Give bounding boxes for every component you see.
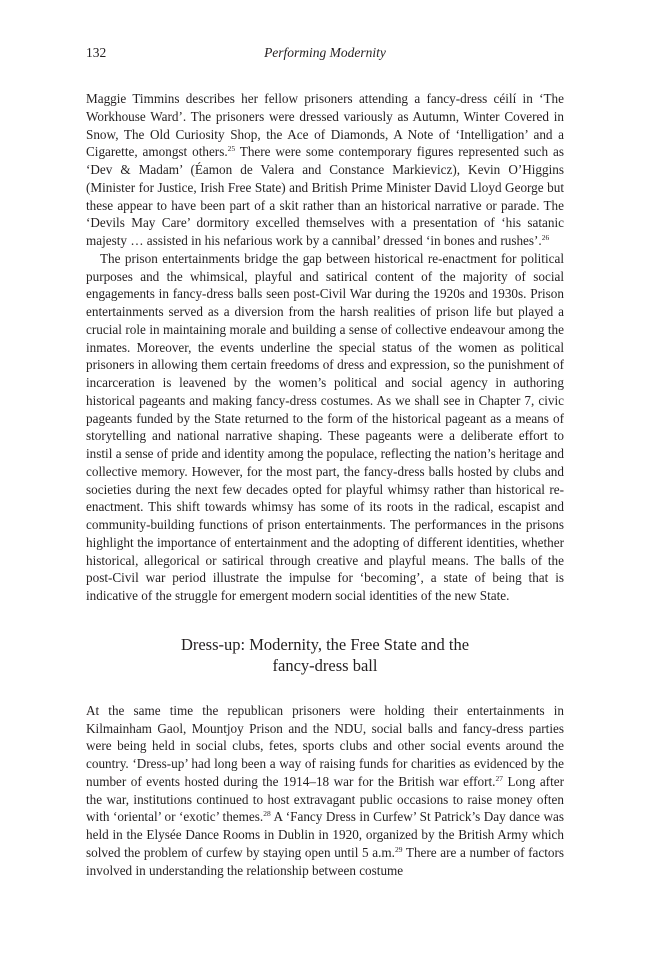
section-heading-line-1: Dress-up: Modernity, the Free State and the bbox=[180, 634, 470, 654]
footnote-ref-26[interactable]: 26 bbox=[541, 233, 550, 242]
paragraph-text: A ‘Fancy Dress in Curfew’ St Patrick’s Day dance was held in the Elysée Dance Rooms in Dublin in 1920, organized by the British Army which solved the problem of curfew by staying open until 5 a.m. bbox=[86, 809, 564, 860]
section-heading bbox=[86, 634, 564, 676]
running-head bbox=[86, 45, 564, 65]
paragraph-2: The prison entertainments bridge the gap between historical re-enactment for political purposes and the whimsical, playful and satirical content of the majority of social engagements in fancy-dress balls seen post-Civil War during the 1920s and 1930s. Prison entertainments served as a diversion from the harsh realities of prison life but played a crucial role in maintaining morale and building a sense of collective endeavour among the inmates. Moreover, the events underline the special status of the women as political prisoners in allowing them certain freedoms of dress and expression, so the punishment of incarceration is leavened by the women’s political and social agency in authoring historical pageants and making fancy-dress costumes. As we shall see in Chapter 7, civic pageants funded by the State returned to the form of the historical pageant as a means of storytelling and national narrative shaping. These pageants were a deliberate effort to instil a sense of pride and identity among the populace, reflecting the nation’s heritage and collective memory. However, for the most part, the fancy-dress balls hosted by clubs and societies during the next few decades opted for playful whimsy rather than historical re-enactment. This shift towards whimsy has some of its roots in the radical, escapist and community-building functions of prison entertainments. The performances in the prisons highlight the importance of entertainment and the adopting of different identities, whether historical, allegorical or satirical through creative and playful means. The balls of the post-Civil war period illustrate the impulse for ‘becoming’, a state of being that is indicative of the struggle for emergent modern social identities of the new State. bbox=[86, 250, 564, 603]
paragraph-1 bbox=[86, 90, 564, 250]
footnote-ref-27[interactable]: 27 bbox=[495, 773, 503, 783]
paragraph-text: Maggie Timmins describes her fellow prisoners attending a fancy-dress céilí in ‘The Workhouse Ward’. The prisoners were dressed variously as Autumn, Winter Covered in Snow, The Old Curiosity Shop, the Ace of Diamonds, A Note of ‘Intelligation’ and a Cigarette, amongst others. bbox=[86, 91, 564, 160]
footnote-ref-29[interactable]: 29 bbox=[394, 844, 403, 854]
running-title: Performing Modernity bbox=[264, 45, 386, 60]
paragraph-text: There were some contemporary figures represented such as ‘Dev & Madam’ (Éamon de Valera and Constance Markievicz), Kevin O’Higgins (Minister for Justice, Irish Free State) and British Prime Minister David Lloyd George but these appear to have been part of a skit rather than an historical narrative or parade. The ‘Devils May Care’ dormitory excelled themselves with a presentation of ‘his satanic majesty … assisted in his nefarious work by a cannibal’ dressed ‘in bones and rushes’. bbox=[86, 144, 564, 248]
paragraph-text: Long after the war, institutions continued to host extravagant public occasions to raise money often with ‘oriental’ or ‘exotic’ themes. bbox=[86, 773, 564, 825]
footnote-ref-28[interactable]: 28 bbox=[263, 809, 271, 819]
paragraph-text: There are a number of factors involved in understanding the relationship between costume bbox=[86, 844, 564, 878]
section-heading-line-2: fancy-dress ball bbox=[272, 655, 378, 675]
page-number: 132 bbox=[86, 45, 107, 60]
body-text bbox=[86, 90, 564, 879]
paragraph-text: At the same time the republican prisoners were holding their entertainments in Kilmainham Gaol, Mountjoy Prison and the NDU, social balls and fancy-dress parties were being held in social clubs, fetes, sports clubs and other social events around the country. ‘Dress-up’ had long been a way of raising funds for charities as evidenced by the number of events hosted during the 1914–18 war for the British war effort. bbox=[86, 702, 564, 789]
paragraph-3 bbox=[86, 702, 564, 880]
footnote-ref-25[interactable]: 25 bbox=[227, 144, 236, 154]
